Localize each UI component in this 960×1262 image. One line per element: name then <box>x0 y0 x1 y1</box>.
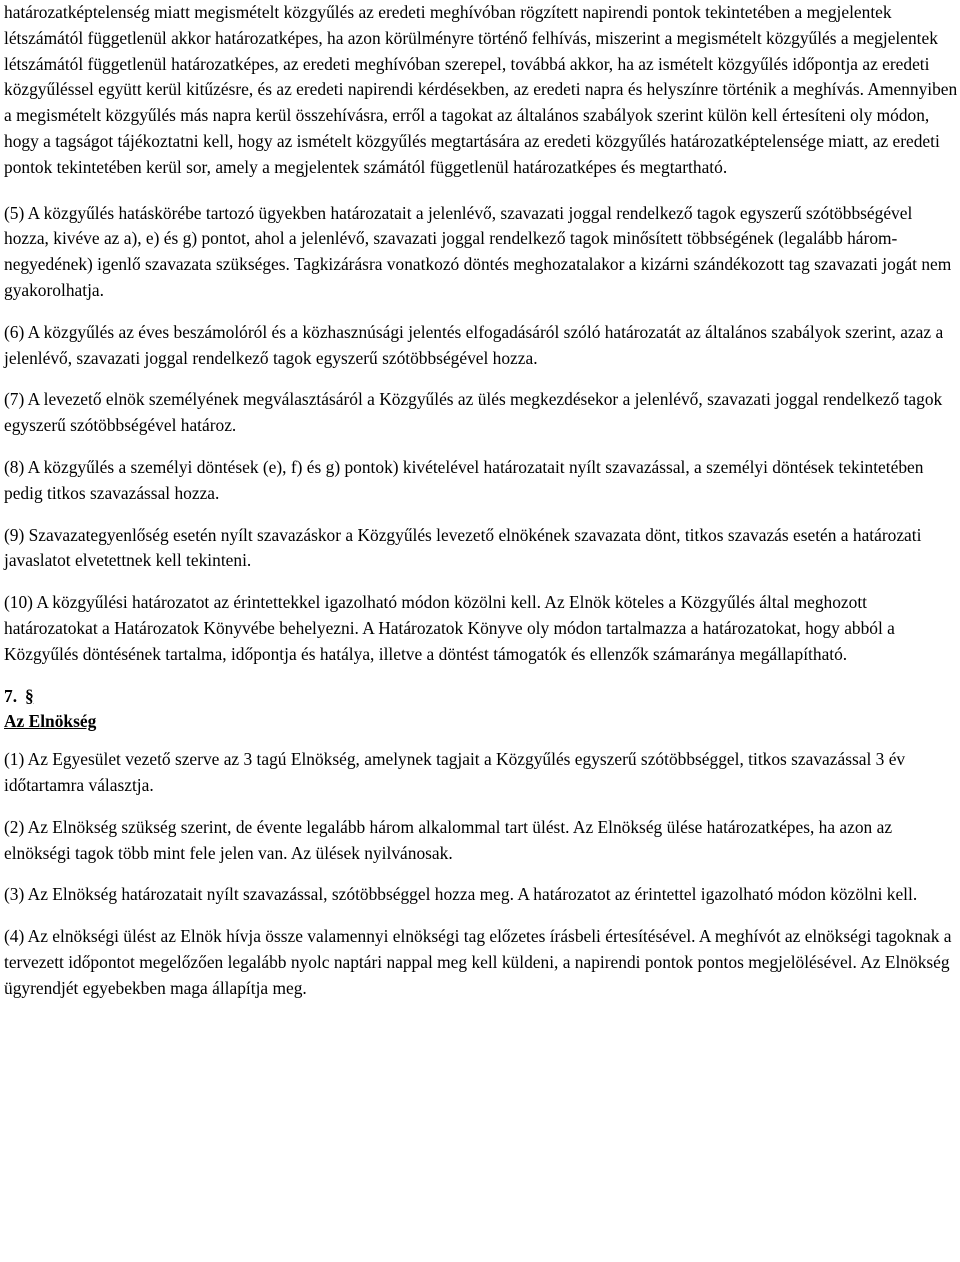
paragraph-6: (6) A közgyűlés az éves beszámolóról és a közhasznúsági jelentés elfogadásáról szóló határozatát az általános szabályok szerint, azaz a jelenlévő, szavazati joggal rendelkező tagok egyszerű szótöbbségével hozza. <box>4 321 944 368</box>
paragraph-continued: határozatképtelenség miatt megismételt közgyűlés az eredeti meghívóban rögzített napirendi pontok tekintetében a megjelentek létszámától függetlenül akkor határozatképes, ha azon körülményre történő felhívás, miszerint a megismételt közgyűlés a megjelentek létszámától függetlenül határozatképes, az eredeti meghívóban szerepel, továbbá akkor, ha az ismételt közgyűlés időpontja az eredeti közgyűléssel együtt kerül kitűzésre, és az eredeti napirendi kérdésekben, az eredeti napra és helyszínre történik a meghívás. Amennyiben a megismételt közgyűlés más napra kerül összehívásra, erről a tagokat az általános szabályok szerint külön kell értesíteni oly módon, hogy a tagságot tájékoztatni kell, hogy az ismételt közgyűlés megtartására az eredeti közgyűlés határozatképtelensége miatt, az eredeti pontok tekintetében kerül sor, amely a megjelentek számától függetlenül határozatképes és megtartható. <box>4 2 958 177</box>
section-title: Az Elnökség <box>4 711 97 732</box>
section7-paragraph-1: (1) Az Egyesület vezető szerve az 3 tagú Elnökség, amelynek tagjait a Közgyűlés egyszerű szótöbbséggel, titkos szavazással 3 év időtartamra választja. <box>4 749 906 795</box>
paragraph-10: (10) A közgyűlési határozatot az érintettekkel igazolható módon közölni kell. Az Elnök köteles a Közgyűlés által meghozott határozatokat a Határozatok Könyvébe behelyezni. A Határozatok Könyve oly módon tartalmazza a határozatokat, hogy abból a Közgyűlés döntésének tartalma, időpontja és hatálya, illetve a döntést támogatók és ellenzők számaránya megállapítható. <box>4 592 895 664</box>
section-heading <box>4 684 960 736</box>
section7-paragraph-4: (4) Az elnökségi ülést az Elnök hívja össze valamennyi elnökségi tag előzetes írásbeli értesítésével. A meghívót az elnökségi tagoknak a tervezett időpontot megelőzően legalább nyolc naptári nappal meg kell küldeni, a napirendi pontok pontos megjelölésével. Az Elnökség ügyrendjét egyebekben maga állapítja meg. <box>4 926 952 998</box>
paragraph-7: (7) A levezető elnök személyének megválasztásáról a Közgyűlés az ülés megkezdésekor a jelenlévő, szavazati joggal rendelkező tagok egyszerű szótöbbségével határoz. <box>4 389 943 436</box>
section-mark: § <box>25 685 34 706</box>
section-number-line <box>4 684 960 710</box>
paragraph-9: (9) Szavazategyenlőség esetén nyílt szavazáskor a Közgyűlés levezető elnökének szavazata dönt, titkos szavazás esetén a határozati javaslatot elvetettnek kell tekinteni. <box>4 524 922 571</box>
section7-paragraph-2: (2) Az Elnökség szükség szerint, de évente legalább három alkalommal tart ülést. Az Elnökség ülése határozatképes, ha azon az elnökségi tagok több mint fele jelen van. Az ülések nyilvánosak. <box>4 816 893 863</box>
paragraph-5: (5) A közgyűlés hatáskörébe tartozó ügyekben határozatait a jelenlévő, szavazati joggal rendelkező tagok egyszerű szótöbbségével hozza, kivéve az a), e) és g) pontot, ahol a jelenlévő, szavazati joggal rendelkező tagok minősített többségének (legalább három-negyedének) igenlő szavazata szükséges. Tagkizárásra vonatkozó döntés meghozatalakor a kizárni szándékozott tag szavazati jogát nem gyakorolhatja. <box>4 202 952 300</box>
section7-paragraph-3: (3) Az Elnökség határozatait nyílt szavazással, szótöbbséggel hozza meg. A határozatot az érintettel igazolható módon közölni kell. <box>4 884 918 905</box>
paragraph-8: (8) A közgyűlés a személyi döntések (e), f) és g) pontok) kivételével határozatait nyílt szavazással, a személyi döntések tekintetében pedig titkos szavazással hozza. <box>4 456 924 503</box>
section-number: 7. <box>4 685 18 706</box>
document-page <box>4 0 960 1018</box>
